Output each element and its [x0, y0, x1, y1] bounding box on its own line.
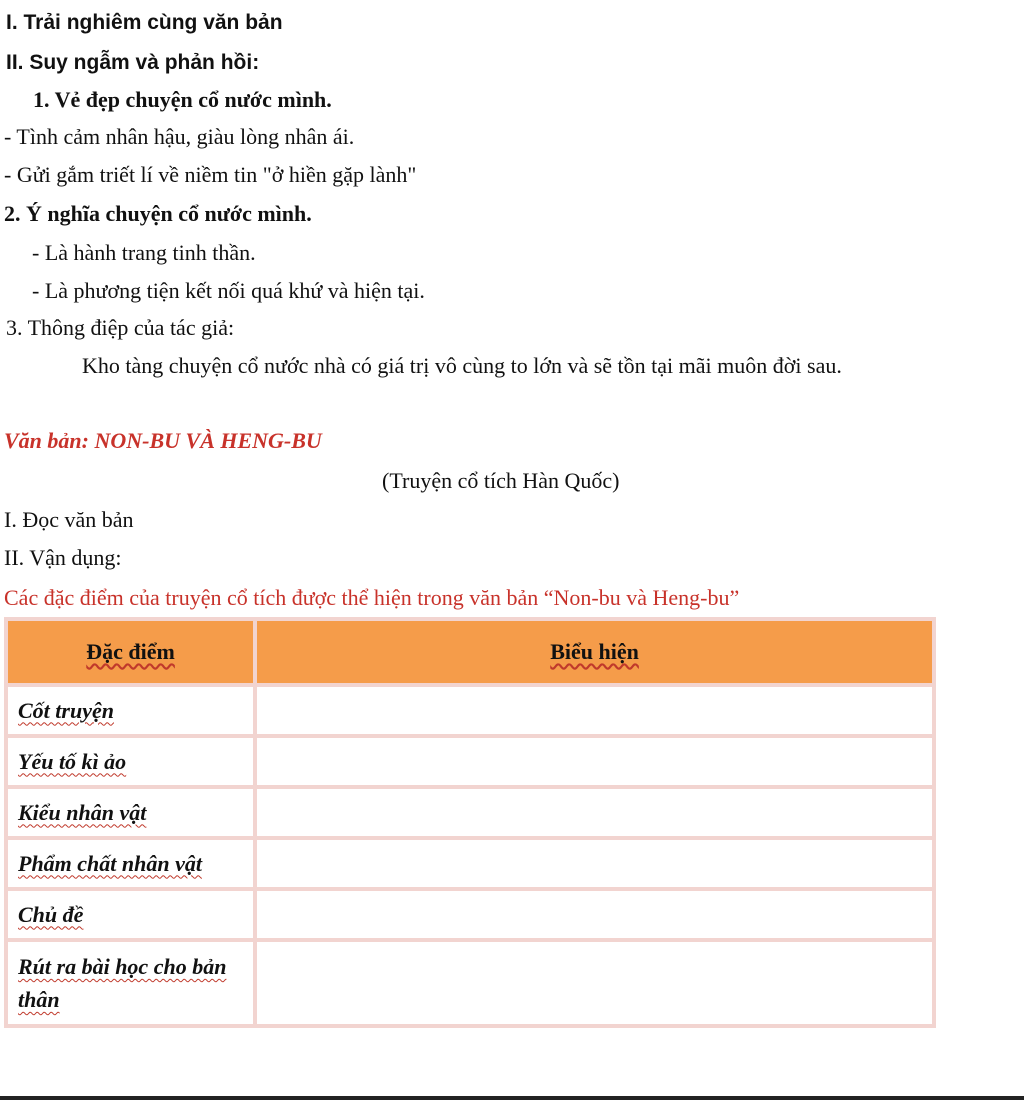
text-subtitle: (Truyện cổ tích Hàn Quốc): [382, 468, 620, 493]
item-1-point-2: - Gửi gắm triết lí về niềm tin "ở hiền gặp lành": [4, 162, 417, 187]
expression-cell[interactable]: [255, 838, 934, 889]
table-row: [6, 787, 934, 838]
item-2-point-1: - Là hành trang tinh thần.: [32, 240, 256, 265]
feature-cell: Phẩm chất nhân vật: [6, 838, 255, 889]
table-row: [6, 736, 934, 787]
table-row: [6, 838, 934, 889]
feature-cell: Yếu tố kì ảo: [6, 736, 255, 787]
feature-cell: Rút ra bài học cho bản thân: [6, 940, 255, 1026]
table-row: [6, 685, 934, 736]
heading-trai-nghiem: I. Trải nghiêm cùng văn bản: [6, 11, 283, 34]
expression-cell[interactable]: [255, 889, 934, 940]
expression-cell[interactable]: [255, 940, 934, 1026]
item-2-point-2: - Là phương tiện kết nối quá khứ và hiện tại.: [32, 278, 425, 303]
header-bieu-hien: Biểu hiện: [255, 619, 934, 685]
expression-cell[interactable]: [255, 787, 934, 838]
table-row: [6, 940, 934, 1026]
feature-cell: Chủ đề: [6, 889, 255, 940]
task-instruction: Các đặc điểm của truyện cổ tích được thể hiện trong văn bản “Non-bu và Heng-bu”: [4, 585, 740, 610]
bottom-divider: [0, 1096, 1024, 1100]
item-2-title: 2. Ý nghĩa chuyện cổ nước mình.: [4, 201, 312, 226]
item-3-title: 3. Thông điệp của tác giả:: [6, 315, 235, 340]
part-doc-van-ban: I. Đọc văn bản: [4, 507, 134, 532]
features-table: [4, 617, 936, 1028]
item-1-point-1: - Tình cảm nhân hậu, giàu lòng nhân ái.: [4, 124, 355, 149]
text-title: Văn bản: NON-BU VÀ HENG-BU: [4, 428, 322, 453]
table-row: [6, 889, 934, 940]
table-header-row: [6, 619, 934, 685]
feature-cell: Cốt truyện: [6, 685, 255, 736]
expression-cell[interactable]: [255, 685, 934, 736]
expression-cell[interactable]: [255, 736, 934, 787]
item-3-text: Kho tàng chuyện cổ nước nhà có giá trị vô cùng to lớn và sẽ tồn tại mãi muôn đời sau.: [82, 353, 842, 378]
header-dac-diem: Đặc điểm: [6, 619, 255, 685]
part-van-dung: II. Vận dụng:: [4, 545, 122, 570]
feature-cell: Kiểu nhân vật: [6, 787, 255, 838]
item-1-title: 1. Vẻ đẹp chuyện cổ nước mình.: [33, 87, 332, 112]
heading-suy-ngam: II. Suy ngẫm và phản hồi:: [6, 51, 260, 74]
